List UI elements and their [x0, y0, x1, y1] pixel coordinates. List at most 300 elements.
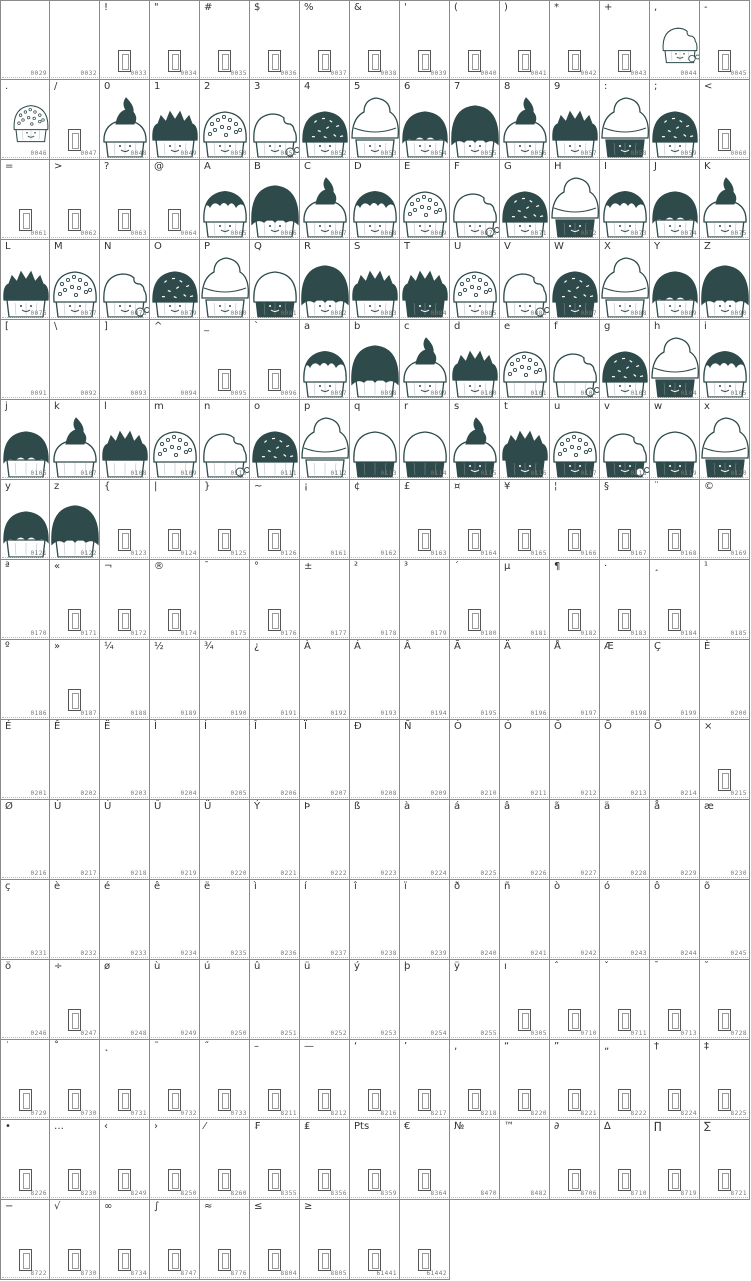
glyph-code: 0227: [580, 870, 597, 877]
glyph-code: 0255: [480, 1030, 497, 1037]
cell-divider: [501, 1117, 548, 1118]
glyph-character: ÷: [54, 961, 63, 972]
cell-divider: [251, 877, 298, 878]
cell-divider: [301, 317, 348, 318]
glyph-cell: [600, 720, 650, 800]
glyph-character: ‘: [354, 1041, 358, 1052]
glyph-code: 0194: [430, 710, 447, 717]
glyph-code: 0053: [380, 150, 397, 157]
cell-divider: [301, 717, 348, 718]
glyph-cell: [100, 400, 150, 480]
cell-divider: [201, 557, 248, 558]
glyph-cell: [250, 1200, 300, 1280]
glyph-code: 0209: [430, 790, 447, 797]
glyph-character: ’: [404, 1041, 408, 1052]
cell-divider: [601, 1117, 648, 1118]
glyph-code: 0178: [380, 630, 397, 637]
glyph-code: 0242: [580, 950, 597, 957]
glyph-code: 8747: [180, 1270, 197, 1277]
glyph-character: F: [454, 161, 460, 172]
glyph-cell: [600, 800, 650, 880]
glyph-code: 0097: [330, 390, 347, 397]
glyph-character: ø: [104, 961, 111, 972]
glyph-code: 0172: [130, 630, 147, 637]
glyph-code: 0195: [480, 710, 497, 717]
cell-divider: [501, 237, 548, 238]
glyph-character: §: [604, 481, 609, 492]
cell-divider: [451, 237, 498, 238]
glyph-code: 8734: [130, 1270, 147, 1277]
missing-glyph-icon: [118, 529, 131, 551]
missing-glyph-icon: [268, 369, 281, 391]
glyph-cell: [250, 880, 300, 960]
glyph-character: g: [604, 321, 611, 332]
glyph-code: 0254: [430, 1030, 447, 1037]
glyph-character: ∑: [704, 1121, 711, 1132]
missing-glyph-icon: [19, 1169, 32, 1191]
cell-divider: [351, 797, 398, 798]
glyph-cell: [300, 880, 350, 960]
glyph-cell: [300, 1200, 350, 1280]
glyph-code: 0234: [180, 950, 197, 957]
missing-glyph-icon: [68, 1169, 81, 1191]
glyph-cell: [550, 960, 600, 1040]
glyph-code: 0253: [380, 1030, 397, 1037]
glyph-code: 0219: [180, 870, 197, 877]
glyph-code: 0042: [580, 70, 597, 77]
glyph-character: û: [254, 961, 261, 972]
glyph-code: 0043: [630, 70, 647, 77]
glyph-code: 0066: [280, 230, 297, 237]
glyph-code: 8804: [280, 1270, 297, 1277]
glyph-cell: [450, 960, 500, 1040]
glyph-code: 0117: [580, 470, 597, 477]
glyph-code: 0245: [730, 950, 747, 957]
cell-divider: [201, 77, 248, 78]
glyph-character: ı: [504, 961, 507, 972]
glyph-character: l: [104, 401, 107, 412]
glyph-code: 0112: [330, 470, 347, 477]
glyph-cell: [650, 560, 700, 640]
cell-divider: [51, 637, 98, 638]
missing-glyph-icon: [68, 129, 81, 151]
cell-divider: [151, 1037, 198, 1038]
glyph-cell: [0, 880, 50, 960]
glyph-character: É: [5, 721, 12, 732]
missing-glyph-icon: [568, 1089, 581, 1111]
glyph-code: 8217: [430, 1110, 447, 1117]
missing-glyph-icon: [368, 1169, 381, 1191]
glyph-character: Í: [204, 721, 207, 732]
cell-divider: [501, 477, 548, 478]
glyph-cell: [600, 0, 650, 80]
glyph-code: 0067: [330, 230, 347, 237]
glyph-cell: [550, 0, 600, 80]
glyph-character: Ñ: [404, 721, 412, 732]
cell-divider: [101, 877, 148, 878]
glyph-cell: [250, 720, 300, 800]
glyph-cell: [350, 480, 400, 560]
glyph-cell: [600, 160, 650, 240]
glyph-code: 0054: [430, 150, 447, 157]
glyph-cell: [600, 960, 650, 1040]
glyph-cell: [500, 400, 550, 480]
cell-divider: [601, 77, 648, 78]
glyph-character: Ú: [104, 801, 112, 812]
missing-glyph-icon: [568, 50, 581, 72]
missing-glyph-icon: [318, 1169, 331, 1191]
cell-divider: [451, 157, 498, 158]
cell-divider: [451, 1037, 498, 1038]
cell-divider: [2, 1117, 48, 1118]
missing-glyph-icon: [368, 50, 381, 72]
glyph-cell: [450, 480, 500, 560]
cell-divider: [51, 797, 98, 798]
glyph-character: ¨: [654, 481, 659, 492]
cell-divider: [701, 397, 748, 398]
cell-divider: [701, 637, 748, 638]
glyph-cell: [100, 640, 150, 720]
glyph-character: ó: [604, 881, 611, 892]
missing-glyph-icon: [19, 1249, 32, 1271]
cell-divider: [201, 877, 248, 878]
missing-glyph-icon: [718, 529, 731, 551]
glyph-cell: [650, 0, 700, 80]
glyph-code: 0038: [380, 70, 397, 77]
missing-glyph-icon: [568, 529, 581, 551]
missing-glyph-icon: [618, 50, 631, 72]
glyph-cell: [250, 640, 300, 720]
glyph-character: ≥: [304, 1201, 313, 1212]
glyph-character: ≈: [204, 1201, 213, 1212]
glyph-code: 0169: [730, 550, 747, 557]
glyph-cell: [50, 240, 100, 320]
cell-divider: [551, 717, 598, 718]
glyph-character: ¸: [654, 561, 659, 572]
glyph-character: «: [54, 561, 61, 572]
glyph-code: 0248: [130, 1030, 147, 1037]
cell-divider: [201, 717, 248, 718]
glyph-cell: [300, 0, 350, 80]
cell-divider: [401, 477, 448, 478]
cell-divider: [51, 1197, 98, 1198]
glyph-cell: [100, 160, 150, 240]
missing-glyph-icon: [218, 1169, 231, 1191]
glyph-character: m: [154, 401, 164, 412]
glyph-cell: [400, 480, 450, 560]
glyph-code: 8359: [380, 1190, 397, 1197]
glyph-code: 0204: [180, 790, 197, 797]
glyph-cell: [550, 880, 600, 960]
glyph-character: Ã: [454, 641, 461, 652]
glyph-cell: [50, 560, 100, 640]
glyph-cell: [650, 640, 700, 720]
glyph-code: 0235: [230, 950, 247, 957]
cell-divider: [651, 397, 698, 398]
glyph-code: 0048: [130, 150, 147, 157]
glyph-cell: [650, 1040, 700, 1120]
glyph-cell: [50, 1200, 100, 1280]
glyph-cell: [350, 1040, 400, 1120]
missing-glyph-icon: [68, 209, 81, 231]
cell-divider: [651, 717, 698, 718]
glyph-code: 0096: [280, 390, 297, 397]
glyph-cell: [250, 80, 300, 160]
glyph-code: 0225: [480, 870, 497, 877]
glyph-code: 0189: [180, 710, 197, 717]
glyph-code: 8222: [630, 1110, 647, 1117]
glyph-code: 0243: [630, 950, 647, 957]
glyph-code: 0183: [630, 630, 647, 637]
cell-divider: [651, 477, 698, 478]
cell-divider: [401, 877, 448, 878]
glyph-character: ²: [354, 561, 359, 572]
glyph-code: 0107: [80, 470, 97, 477]
glyph-code: 0190: [230, 710, 247, 717]
glyph-cell: [500, 560, 550, 640]
cell-divider: [701, 1117, 748, 1118]
cell-divider: [2, 477, 48, 478]
glyph-cell: [300, 160, 350, 240]
cell-divider: [101, 717, 148, 718]
glyph-character: B: [254, 161, 261, 172]
glyph-cell: [50, 720, 100, 800]
glyph-code: 0055: [480, 150, 497, 157]
glyph-character: 7: [454, 81, 461, 92]
cell-divider: [451, 1197, 498, 1198]
glyph-code: 0090: [730, 310, 747, 317]
glyph-code: 61442: [426, 1270, 447, 1277]
glyph-character: z: [54, 481, 60, 492]
glyph-code: 0237: [330, 950, 347, 957]
cell-divider: [151, 1117, 198, 1118]
glyph-code: 0080: [230, 310, 247, 317]
glyph-cell: [550, 1040, 600, 1120]
glyph-character: ³: [404, 561, 409, 572]
glyph-code: 0085: [480, 310, 497, 317]
glyph-code: 0179: [430, 630, 447, 637]
cell-divider: [301, 1037, 348, 1038]
glyph-code: 8730: [80, 1270, 97, 1277]
glyph-code: 0034: [180, 70, 197, 77]
glyph-cell: [700, 160, 750, 240]
glyph-code: 0228: [630, 870, 647, 877]
glyph-character: -: [704, 2, 708, 13]
glyph-code: 0060: [730, 150, 747, 157]
cell-divider: [101, 1117, 148, 1118]
cell-divider: [2, 877, 48, 878]
glyph-code: 8364: [430, 1190, 447, 1197]
glyph-cell: [700, 640, 750, 720]
glyph-cell: [600, 1120, 650, 1200]
glyph-code: 0050: [230, 150, 247, 157]
glyph-cell: [50, 480, 100, 560]
glyph-character: u: [554, 401, 561, 412]
glyph-code: 0213: [630, 790, 647, 797]
cell-divider: [251, 77, 298, 78]
glyph-code: 0052: [330, 150, 347, 157]
glyph-character: ú: [204, 961, 211, 972]
cell-divider: [201, 317, 248, 318]
glyph-cell: [250, 240, 300, 320]
glyph-character: ¶: [554, 561, 561, 572]
glyph-character: 8: [504, 81, 511, 92]
missing-glyph-icon: [218, 50, 231, 72]
glyph-cell: [500, 800, 550, 880]
glyph-code: 8356: [330, 1190, 347, 1197]
glyph-code: 0185: [730, 630, 747, 637]
glyph-cell: [150, 240, 200, 320]
cell-divider: [101, 957, 148, 958]
glyph-cell: [150, 1040, 200, 1120]
glyph-cell: [150, 320, 200, 400]
cell-divider: [351, 317, 398, 318]
glyph-character: ˛: [104, 1041, 109, 1052]
glyph-cell: [200, 320, 250, 400]
missing-glyph-icon: [168, 209, 181, 231]
glyph-code: 0082: [330, 310, 347, 317]
cell-divider: [51, 157, 98, 158]
glyph-cell: [350, 1120, 400, 1200]
missing-glyph-icon: [668, 1009, 681, 1031]
cell-divider: [51, 317, 98, 318]
cell-divider: [401, 397, 448, 398]
cell-divider: [251, 797, 298, 798]
glyph-character: Á: [354, 641, 361, 652]
glyph-character: $: [254, 2, 261, 13]
glyph-character: Ì: [154, 721, 157, 732]
missing-glyph-icon: [368, 1089, 381, 1111]
cell-divider: [651, 557, 698, 558]
cell-divider: [151, 637, 198, 638]
glyph-code: 0093: [130, 390, 147, 397]
glyph-cell: [700, 240, 750, 320]
glyph-cell: [250, 960, 300, 1040]
glyph-character: <: [704, 81, 713, 92]
glyph-character: ₤: [304, 1121, 311, 1132]
cell-divider: [51, 1037, 98, 1038]
glyph-cell: [700, 800, 750, 880]
glyph-code: 0081: [280, 310, 297, 317]
missing-glyph-icon: [318, 50, 331, 72]
glyph-cell: [450, 800, 500, 880]
glyph-character: Ý: [254, 801, 261, 812]
glyph-character: ‚: [454, 1041, 458, 1052]
glyph-character: x: [704, 401, 710, 412]
glyph-code: 0068: [380, 230, 397, 237]
glyph-cell: [200, 800, 250, 880]
cell-divider: [451, 77, 498, 78]
missing-glyph-icon: [268, 1249, 281, 1271]
cell-divider: [401, 557, 448, 558]
glyph-code: 0088: [630, 310, 647, 317]
cell-divider: [251, 1277, 298, 1278]
glyph-cell: [450, 400, 500, 480]
cell-divider: [301, 157, 348, 158]
glyph-code: 0192: [330, 710, 347, 717]
glyph-character: ò: [554, 881, 561, 892]
glyph-character: ∆: [604, 1121, 611, 1132]
cell-divider: [701, 157, 748, 158]
glyph-code: 61441: [376, 1270, 397, 1277]
missing-glyph-icon: [368, 1249, 381, 1271]
missing-glyph-icon: [518, 1089, 531, 1111]
glyph-code: 8211: [280, 1110, 297, 1117]
missing-glyph-icon: [618, 609, 631, 631]
glyph-character: v: [604, 401, 610, 412]
glyph-cell: [0, 240, 50, 320]
glyph-cell: [650, 720, 700, 800]
glyph-cell: [400, 560, 450, 640]
glyph-cell: [700, 960, 750, 1040]
glyph-character: ¢: [354, 481, 361, 492]
missing-glyph-icon: [268, 529, 281, 551]
glyph-code: 0109: [180, 470, 197, 477]
glyph-code: 0200: [730, 710, 747, 717]
glyph-cell: [50, 1040, 100, 1120]
cell-divider: [301, 877, 348, 878]
cell-divider: [51, 1117, 98, 1118]
glyph-character: ±: [304, 561, 313, 572]
glyph-character: Û: [154, 801, 162, 812]
glyph-cell: [450, 640, 500, 720]
cell-divider: [601, 957, 648, 958]
glyph-character: ˘: [704, 961, 709, 972]
glyph-cell: [100, 880, 150, 960]
cell-divider: [101, 157, 148, 158]
glyph-cell: [350, 720, 400, 800]
glyph-cell: [700, 720, 750, 800]
glyph-character: |: [154, 481, 158, 492]
glyph-code: 0119: [680, 470, 697, 477]
glyph-cell: [350, 960, 400, 1040]
glyph-cell: [400, 240, 450, 320]
cell-divider: [301, 797, 348, 798]
glyph-cell: [50, 0, 100, 80]
glyph-character: N: [104, 241, 112, 252]
glyph-code: 0220: [230, 870, 247, 877]
missing-glyph-icon: [668, 609, 681, 631]
cell-divider: [51, 1277, 98, 1278]
cell-divider: [351, 637, 398, 638]
glyph-character: √: [54, 1201, 61, 1212]
glyph-code: 0187: [80, 710, 97, 717]
glyph-cell: [700, 1120, 750, 1200]
glyph-character: y: [5, 481, 11, 492]
cell-divider: [251, 1117, 298, 1118]
cell-divider: [301, 637, 348, 638]
glyph-code: 0229: [680, 870, 697, 877]
cell-divider: [51, 77, 98, 78]
glyph-character: Y: [654, 241, 661, 252]
cell-divider: [601, 637, 648, 638]
glyph-character: ⁄: [204, 1121, 206, 1132]
glyph-cell: [300, 400, 350, 480]
missing-glyph-icon: [518, 1009, 531, 1031]
cell-divider: [601, 797, 648, 798]
glyph-code: 0121: [30, 550, 47, 557]
glyph-code: 8250: [180, 1190, 197, 1197]
glyph-character: =: [5, 161, 14, 172]
glyph-cell: [100, 560, 150, 640]
glyph-character: ý: [354, 961, 360, 972]
cell-divider: [51, 957, 98, 958]
missing-glyph-icon: [118, 609, 131, 631]
glyph-cell: [300, 960, 350, 1040]
glyph-code: 0165: [530, 550, 547, 557]
glyph-character: î: [354, 881, 357, 892]
glyph-cell: [500, 480, 550, 560]
